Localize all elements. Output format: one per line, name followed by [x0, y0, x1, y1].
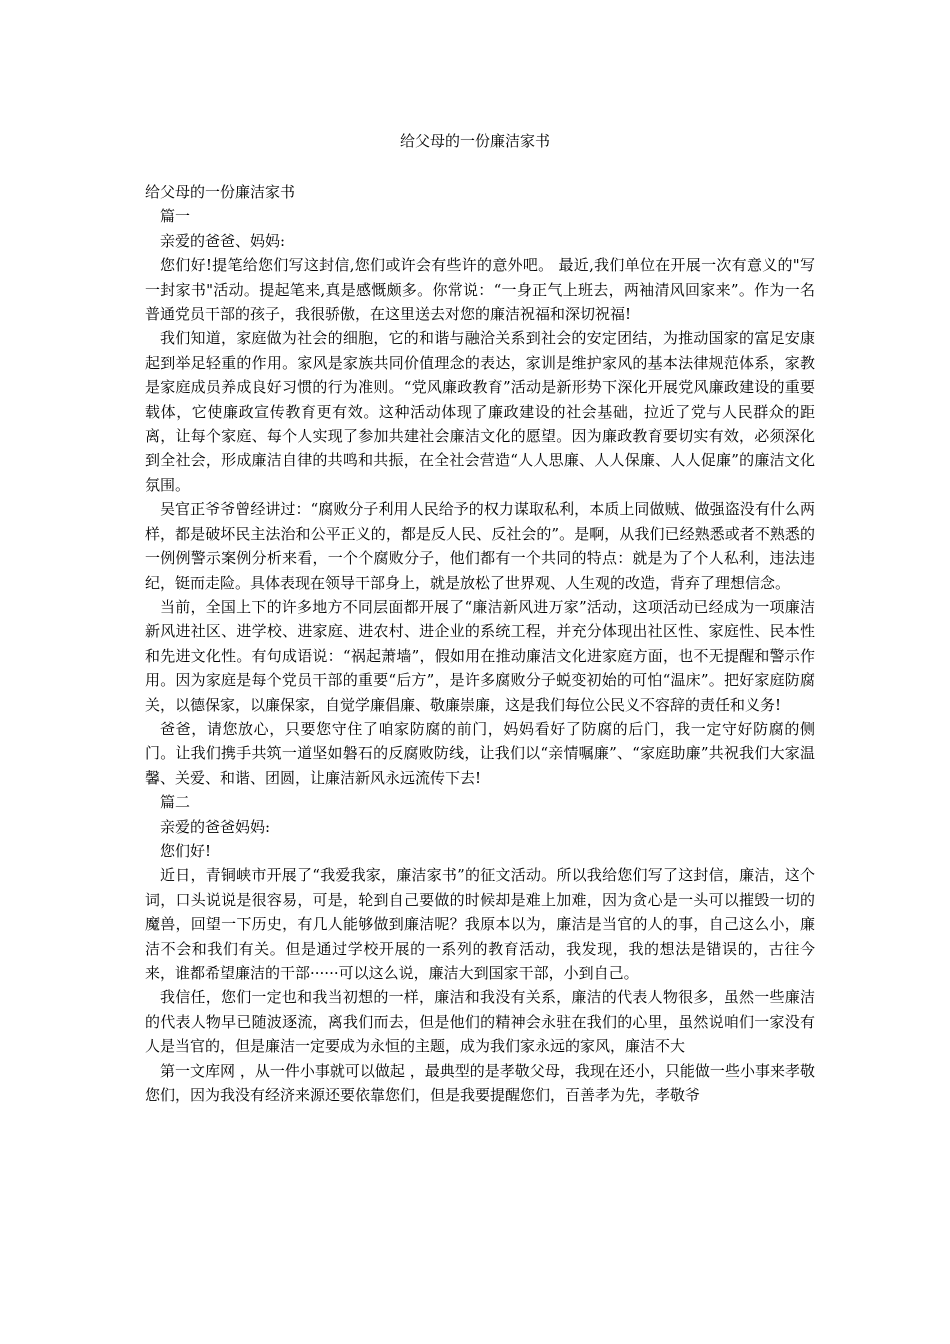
document-title: 给父母的一份廉洁家书 — [399, 132, 550, 150]
paragraph: 我们知道，家庭做为社会的细胞，它的和谐与融洽关系到社会的安定团结，为推动国家的富足安康起到举足轻重的作用。家风是家族共同价值理念的表达，家训是维护家风的基本法律规范体系，家教是家庭成员养成良好习惯的行为准则。“党风廉政教育”活动是新形势下深化开展党风廉政建设的重要载体，它使廉政宣传教育更有效。这种活动体现了廉政建设的社会基础，拉近了党与人民群众的距离，让每个家庭、每个人实现了参加共建社会廉洁文化的愿望。因为廉政教育要切实有效，必须深化到全社会，形成廉洁自律的共鸣和共振，在全社会营造“人人思廉、人人保廉、人人促廉”的廉洁文化氛围。 — [145, 329, 815, 494]
paragraph: 您们好!提笔给您们写这封信,您们或许会有些许的意外吧。 最近,我们单位在开展一次有意义的"写一封家书"活动。提起笔来,真是感慨颇多。你常说：“一身正气上班去，两袖清风回家来”。作为一名普通党员干部的孩子，我很骄傲，在这里送去对您的廉洁祝福和深切祝福! — [145, 256, 815, 324]
salutation: 亲爱的爸爸妈妈: — [160, 817, 271, 836]
section-heading: 篇二 — [160, 793, 191, 812]
document-subtitle: 给父母的一份廉洁家书 — [145, 183, 296, 201]
paragraph: 第一文库网 ，从一件小事就可以做起 ，最典型的是孝敬父母，我现在还小，只能做一些小事来孝敬您们，因为我没有经济来源还要依靠您们，但是我要提醒您们，百善孝为先，孝敬爷 — [145, 1061, 815, 1105]
salutation: 亲爱的爸爸、妈妈: — [160, 231, 286, 250]
greeting: 您们好! — [160, 841, 212, 860]
paragraph: 近日，青铜峡市开展了“我爱我家，廉洁家书”的征文活动。所以我给您们写了这封信，廉洁，这个词，口头说说是很容易，可是，轮到自己要做的时候却是难上加难，因为贪心是一头可以摧毁一切的魔兽，回望一下历史，有几人能够做到廉洁呢？我原本以为，廉洁是当官的人的事，自己这么小，廉洁不会和我们有关。但是通过学校开展的一系列的教育活动，我发现，我的想法是错误的，古往今来，谁都希望廉洁的干部······可以这么说，廉洁大到国家干部，小到自己。 — [145, 866, 815, 982]
paragraph: 爸爸，请您放心，只要您守住了咱家防腐的前门，妈妈看好了防腐的后门，我一定守好防腐的侧门。让我们携手共筑一道坚如磐石的反腐败防线，让我们以“亲情嘱廉”、“家庭助廉”共祝我们大家温馨、关爱、和谐、团圆，让廉洁新风永远流传下去! — [145, 719, 815, 787]
document-body — [145, 180, 815, 1107]
paragraph: 吴官正爷爷曾经讲过：“腐败分子利用人民给予的权力谋取私利，本质上同做贼、做强盗没有什么两样，都是破坏民主法治和公平正义的，都是反人民、反社会的”。是啊，从我们已经熟悉或者不熟悉的一例例警示案例分析来看，一个个腐败分子，他们都有一个共同的特点：就是为了个人私利，违法违纪，铤而走险。具体表现在领导干部身上，就是放松了世界观、人生观的改造，背弃了理想信念。 — [145, 500, 815, 592]
paragraph: 当前，全国上下的许多地方不同层面都开展了“廉洁新风进万家”活动，这项活动已经成为一项廉洁新风进社区、进学校、进家庭、进农村、进企业的系统工程，并充分体现出社区性、家庭性、民本性和先进文化性。有句成语说：“祸起萧墙”，假如用在推动廉洁文化进家庭方面，也不无提醒和警示作用。因为家庭是每个党员干部的重要“后方”，是许多腐败分子蜕变初始的可怕“温床”。把好家庭防腐关，以德保家，以廉保家，自觉学廉倡廉、敬廉崇廉，这是我们每位公民义不容辞的责任和义务! — [145, 597, 815, 714]
paragraph: 我信任，您们一定也和我当初想的一样，廉洁和我没有关系，廉洁的代表人物很多，虽然一些廉洁的代表人物早已随波逐流，离我们而去，但是他们的精神会永驻在我们的心里，虽然说咱们一家没有人是当官的，但是廉洁一定要成为永恒的主题，成为我们家永远的家风，廉洁不大 — [145, 988, 815, 1056]
section-heading: 篇一 — [160, 207, 191, 226]
